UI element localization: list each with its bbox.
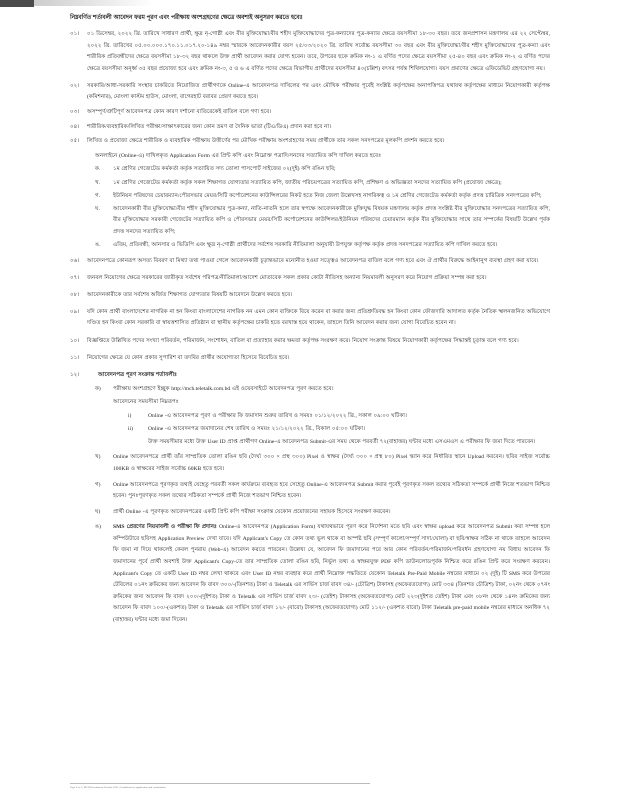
clause-number: ০৭। — [70, 274, 80, 281]
clause-05 — [70, 136, 550, 148]
subitem-text: আবেদনকারী বীর মুক্তিযোদ্ধা/বীর শহীদ মুক্তিযোদ্ধার পুত্র-কন্যা, নাতি-নাতনি হলে তার স্বপক্ষে আবেদনকারীকে মুক্তিযুদ্ধ বিষয়ক মন্ত্রণালয় কর্তৃক প্রদত্ত সংশ্লিষ্ট বীর মুক্তিযোদ্ধার সনদপত্রের সত্যায়িত কপি, বীর মুক্তিযোদ্ধার সরকারী গেজেটের সত্যায়িত কপি ও পৌরসভার মেয়র/সিটি কর্পোরেশনের কাউন্সিলর/ইউনিয়ন পরিষদের চেয়ারম্যান কর্তৃক বীর মুক্তিযোদ্ধার সাথে তার সম্পর্কের বিষয়টি উল্লেখ পূর্বক প্রদত্ত সনদের সত্যায়িত কপি; — [113, 205, 550, 235]
subitem-text: ১ম শ্রেণির গেজেটেড কর্মকর্তা কর্তৃক সকল শিক্ষাগত যোগ্যতার সত্যায়িত কপি, জাতীয় পরিচয়পত্রের সত্যায়িত কপি, প্রশিক্ষণ ও অভিজ্ঞতা সনদের সত্যায়িত কপি (প্রযোজ্য ক্ষেত্রে); — [113, 179, 502, 186]
clause-05-subitem-uo — [70, 240, 550, 252]
clause-text: শারীরিক/ব্যবহারিক/লিখিত পরীক্ষা/সাক্ষাৎকারের জন্য কোন ভ্রমণ বা দৈনিক ভাতা (টিএ/ডিএ) প্রদান করা হবে না। — [87, 123, 331, 130]
subitem-marker: ক) — [95, 386, 101, 393]
section-number: ১২। — [70, 371, 80, 378]
subitem-text: পরীক্ষায় অংশগ্রহণে ইচ্ছুক http://mch.teletalk.com.bd এই ওয়েবসাইটে আবেদনপত্র পূরণ করতে হবে। — [113, 386, 334, 393]
roman-marker: i) — [128, 412, 132, 419]
sms-rules-heading: SMS প্রেরণের নিয়মাবলী ও পরীক্ষা ফি প্রদানঃ — [113, 524, 217, 531]
clause-11 — [70, 353, 550, 365]
section-12-item-ka — [70, 384, 550, 396]
clause-text: আবেদনপত্রে কোনরূপ অসত্য বিবরণ বা মিথ্যা তথ্য পাওয়া গেলে আবেদনকারী চূড়ান্তভাবে মনোনীত হওয়া সত্ত্বেও আবেদনপত্র বাতিল বলে গণ্য হবে এবং ঐ প্রার্থীর বিরুদ্ধে আইনানুগ ব্যবস্থা গ্রহণ করা যাবে। — [87, 257, 539, 264]
deadline-item-start — [70, 411, 550, 423]
clause-number: ০৫। — [70, 138, 80, 145]
subitem-text: ইউনিয়ন পরিষদের চেয়ারম্যান/পৌরসভার মেয়র/সিটি কর্পোরেশনের কাউন্সিলরের নিকট হতে নিজ জেলা উল্লেখসহ নাগরিকত্ব ও ১ম শ্রেণির গেজেটেড কর্মকর্তা কর্তৃক প্রদত্ত চারিত্রিক সনদপত্রের কপি; — [113, 192, 542, 199]
clause-05-subitem-gha — [70, 204, 550, 239]
clause-text: অসম্পূর্ণ/ত্রুটিপূর্ণ আবেদনপত্র কোন কারণ দর্শানো ব্যতিরেকেই বাতিল বলে গণ্য হবে। — [87, 109, 272, 116]
clause-number: ০৯। — [70, 308, 80, 315]
subitem-marker: গ) — [95, 481, 101, 488]
clause-number: ১১। — [70, 354, 80, 361]
subitem-marker: ঘ) — [95, 508, 101, 515]
subitem-text: ১ম শ্রেণির গেজেটেড কর্মকর্তা কর্তৃক সত্যায়িত সদ্য তোলা পাসপোর্ট সাইজের ০২(দুই) কপি রঙিন ছবি; — [113, 166, 336, 173]
subitem-marker: ঙ) — [95, 524, 101, 531]
document-content — [70, 12, 550, 628]
section-title: আবেদনপত্র পূরণ সংক্রান্ত শর্তাবলীঃ — [98, 371, 178, 378]
clause-text: বিজ্ঞপ্তিতে উল্লিখিত পদের সংখ্যা পরিবর্তন, পরিমার্জন, সংশোধন, বাতিল বা প্রত্যাহার করার ক্ষমতা কর্তৃপক্ষ সংরক্ষণ করে। নিয়োগ সংক্রান্ত বিষয়ে নিয়োগকারী কর্তৃপক্ষের সিদ্ধান্তই চূড়ান্ত বলে গণ্য হবে। — [87, 337, 519, 344]
page-footer — [70, 783, 410, 790]
subitem-text: Online আবেদনপত্রে পূরণকৃত তথ্যই যেহেতু পরবর্তী সকল কার্যক্রমে ব্যবহৃত হবে সেহেতু Online-এ আবেদনপত্র Submit করার পূর্বেই পূরণকৃত সকল তথ্যের সঠিকতা সম্পর্কে প্রার্থী নিজে শতভাগ নিশ্চিত হবেন। পুনঃপূরণকৃত সকল তথ্যের সঠিকতা সম্পর্কে প্রার্থী নিজে শতভাগ নিশ্চিত হবেন। — [113, 481, 550, 500]
section-12-header — [70, 370, 550, 382]
clause-text: নিয়োগের ক্ষেত্রে যে কোন প্রকার সুপারিশ বা তদবির প্রার্থীর অযোগ্যতা হিসেবে বিবেচিত হবে। — [87, 354, 290, 361]
end-date-text: Online -এ আবেদনপত্র জমাদানের শেষ তারিখ ও সময়ঃ ২১/১২/২০২২ খ্রি., বিকাল ০৫:০০ ঘটিকা। — [148, 425, 366, 432]
clause-03 — [70, 107, 550, 119]
application-deadline-lead-in: আবেদনের সময়সীমা নিম্নরূপঃ — [113, 399, 179, 406]
clause-04 — [70, 122, 550, 134]
scan-fade-artifact — [34, 0, 154, 6]
sms-rules-block — [113, 522, 550, 626]
clause-10 — [70, 336, 550, 348]
sms-rules-text: Online-এ আবেদনপত্র (Application Form) যথাযথভাবে পূরণ করে নির্দেশনা মতে ছবি এবং স্বাক্ষর upload করে আবেদনপত্র Submit করা সম্পন্ন হলে কম্পিউটারে ছবিসহ Application Preview দেখা যাবে। যদি Applicant's Copy তে কোন তথ্য ভুল থাকে বা অস্পষ্ট ছবি (সম্পূর্ণ কালো/সম্পূর্ণ সাদা/ঘোলা) বা ছবি/স্বাক্ষর সঠিক না থাকে তাহলে আবেদন ফি জমা না দিয়ে থাকলেই কেবল পুনরায় (Web-এ) আবেদন করতে পারবেন। উল্লেখ্য যে, আবেদন ফি জমাদানের পরে আর কোন পরিবর্তন/পরিমার্জন/পরিবর্ধন গ্রহণযোগ্য নয় বিধায় আবেদন ফি জমাদানের পূর্বে প্রার্থী অবশ্যই উক্ত Applicant's Copy-তে তার সাম্প্রতিক তোলা রঙিন ছবি, নির্ভুল তথ্য ও স্বাক্ষরযুক্ত PDF কপি ডাউনলোডপূর্বক নিশ্চিত করে রঙিন প্রিন্ট করে সংরক্ষণ করবেন। Applicant's Copy তে একটি User ID নম্বর লেখা থাকবে এবং User ID নম্বর ব্যবহার করে প্রার্থী নিম্নোক্ত পদ্ধতিতে যেকোন Teletalk Pre-Paid Mobile নম্বরের মাধ্যমে ০২ (দুই) টি SMS করে উপরের টেবিলের ০১নং ক্রমিকের জন্য আবেদন ফি বাবদ ৩০০/-(তিনশত) টাকা ও Teletalk এর সার্ভিস চার্জ বাবদ ৩৪/- (চৌত্রিশ) টাকাসহ (অফেরতযোগ্য) মোট ৩৩৪ (তিনশত চৌত্রিশ) টাকা, ০২নং থেকে ০৭নং ক্রমিকের জন্য আবেদন ফি বাবদ ২০০/-(দুইশত) টাকা ও Teletalk এর সার্ভিস চার্জ বাবদ ২৩/- (তেইশ) টাকাসহ (অফেরতযোগ্য) মোট ২২৩(দুইশত তেইশ) টাকা এবং ০৮নং থেকে ১৪নং ক্রমিকের জন্য আবেদন ফি বাবদ ১০০/-(একশত) টাকা ও Teletalk এর সার্ভিস চার্জ বাবদ ১২/- (বারো) টাকাসহ (অফেরতযোগ্য) মোট ১১২/- (একশত বারো) টাকা Teletalk pre-paid mobile নম্বরের মাধ্যমে অনধিক ৭২ (বাহাত্তর) ঘন্টার মধ্যে জমা দিবেন। — [113, 524, 550, 624]
subitem-marker: ঘ. — [95, 205, 100, 212]
subitem-marker: গ. — [95, 192, 101, 199]
clause-text: আবেদনকারীকে তার সর্বশেষ অর্জিত শিক্ষাগত যোগ্যতার বিষয়টি আবেদনে উল্লেখ করতে হবে। — [87, 291, 293, 298]
clause-text: ০১ ডিসেম্বর, ২০২২ খ্রি. তারিখে সাধারণ প্রার্থী, ক্ষুদ্র নৃ-গোষ্ঠী এবং বীর মুক্তিযোদ্ধা/বীর শহীদ মুক্তিযোদ্ধাদের পুত্র-কন্যাদের পুত্র-কন্যার ক্ষেত্রে বয়সসীমা ১৮-৩০ বছর। তবে জনপ্রশাসন মন্ত্রণালয় এর ২২ সেপ্টেম্বর, ২০২২ খ্রি. তারিখের ০৫.০০.০০০.১৭০.১১.০১৭.২০-১৪৯ নম্বর স্মারকে আবেদনকারীর বয়স ২৫/০৩/২০২০ খ্রি. তারিখ সর্বোচ্চ বয়সসীমা ৩০ বছর এবং বীর মুক্তিযোদ্ধা/বীর শহীদ মুক্তিযোদ্ধাদের পুত্র-কন্যা এবং শারীরিক প্রতিবন্ধীদের ক্ষেত্রে বয়সসীমা ১৮-৩২ বছর থাকলে উক্ত প্রার্থী আবেদন করার যোগ্য হবেন। তবে, উপরের ছকে ক্রমিক নং-১ এ বর্ণিত পদের ক্ষেত্রে বয়সসীমা ২৫-৪০ বছর এবং ক্রমিক নং-২ এ বর্ণিত পদের ক্ষেত্রে বয়সসীমা অনূর্ধ্ব ৩৫ বছর প্রযোজ্য হবে এবং ক্রমিক নং-৩, ৫ ও ৬ এ বর্ণিত পদের ক্ষেত্রে বিভাগীয় প্রার্থীদের বয়সসীমা ৪০(চল্লিশ) বৎসর পর্যন্ত শিথিলযোগ্য। বয়স প্রমাণের ক্ষেত্রে এফিডেভিট গ্রহণযোগ্য নয়। — [87, 31, 550, 72]
page-title: নিম্নবর্ণিত শর্তাবলী আবেদন ফরম পূরণ এবং পরীক্ষায় অংশগ্রহণের ক্ষেত্রে অবশ্যই অনুসরণ করতে হবেঃ — [70, 15, 303, 21]
subitem-text: এতিম, প্রতিবন্ধী, আনসার ও ভিডিপি এবং ক্ষুদ্র নৃ-গোষ্ঠী প্রার্থীদের সর্বশেষ সরকারি নীতিমালা অনুযায়ী উপযুক্ত কর্তৃপক্ষ কর্তৃক প্রদত্ত সনদপত্রের সত্যায়িত কপি দাখিল করতে হবে। — [113, 242, 498, 248]
clause-text: যদি কোন প্রার্থী বাংলাদেশের নাগরিক না হন কিংবা বাংলাদেশের নাগরিক নন এমন কোন ব্যক্তিকে বিয়ে করেন বা করার জন্য প্রতিশ্রুতিবদ্ধ হন কিংবা কোন ফৌজদারি আদালত কর্তৃক নৈতিক স্খলনজনিত অভিযোগে দণ্ডিত হন কিংবা কোন সরকারি বা স্বায়ত্তশাসিত প্রতিষ্ঠান বা স্থানীয় কর্তৃপক্ষের চাকরি হতে বরখাস্ত হয়ে থাকেন, তাহলে তিনি আবেদন করার জন্য যোগ্য বিবেচিত হবেন না। — [87, 308, 550, 327]
clause-08 — [70, 290, 550, 302]
subitem-marker: খ) — [95, 454, 101, 461]
photo-signature-spec-text: Online আবেদনপত্রে প্রার্থী তাঁর সাম্প্রতিক তোলা রঙিন ছবি (দৈর্ঘ্য ৩০০ × প্রস্থ ৩০০) Pixel ও স্বাক্ষর (দৈর্ঘ্য ৩০০ × প্রস্থ ৮০) Pixel স্ক্যান করে নির্ধারিত স্থানে Upload করবেন। ছবির সাইজ সর্বোচ্চ 100KB ও স্বাক্ষরের সাইজ সর্বোচ্চ 60KB হতে হবে। — [113, 454, 550, 472]
subitem-marker: খ. — [95, 179, 101, 186]
clause-02 — [70, 81, 550, 104]
clause-05-subitem-kha — [70, 178, 550, 190]
footer-note: Page 2 of 3 | MCH Recruitment Circular 2022 | Conditions for application and examination — [70, 786, 166, 789]
clause-01 — [70, 29, 550, 75]
subitem-marker: ঙ. — [95, 242, 101, 248]
clause-number: ০৩। — [70, 109, 80, 116]
section-12-item-ga — [70, 480, 550, 503]
clause-05-intro: অনলাইনে (Online-এ) দাখিলকৃত Application Form এর প্রিন্ট কপি এবং নিম্নোক্ত পত্রাদি/সনদের সত্যায়িত কপি দাখিল করতে হবেঃ — [95, 152, 382, 159]
clause-number: ০১। — [70, 31, 80, 37]
section-12-item-gha — [70, 507, 550, 519]
deadline-item-end — [70, 424, 550, 436]
clause-07 — [70, 273, 550, 285]
clause-05-subitem-ka — [70, 164, 550, 176]
scan-artifact — [0, 0, 34, 7]
clause-number: ০৪। — [70, 123, 80, 130]
clause-number: ০৬। — [70, 257, 80, 264]
clause-text: সরকারি/আধা-সরকারি সংস্থার চাকরিতে নিয়োজিত প্রার্থীগণকে Online-এ আবেদনপত্র দাখিলের পর এবং মৌখিক পরীক্ষার পূর্বেই সংশ্লিষ্ট কর্তৃপক্ষের অনাপত্তিপত্র যথাযথ কর্তৃপক্ষের মাধ্যমে নিয়োগকারী কর্তৃপক্ষ (কমিশনার), মোংলা কাস্টম হাউস, মোংলা, বাগেরহাট বরাবর প্রেরণ করতে হবে। — [87, 82, 550, 101]
clause-05-subitem-ga — [70, 191, 550, 203]
clause-text: লিখিত ও প্রযোজ্য ক্ষেত্রে শারীরিক ও ব্যবহারিক পরীক্ষায় উত্তীর্ণের পর মৌখিক পরীক্ষায় অংশগ্রহণের সময় প্রার্থীকে তার সকল সনদপত্রের মূলকপি প্রদর্শন করতে হবে। — [87, 138, 445, 145]
clause-number: ০৮। — [70, 291, 80, 298]
subitem-text: প্রার্থী Online -এ পূরণকৃত আবেদনপত্রের একটি প্রিন্ট কপি পরীক্ষা সংক্রান্ত যেকোন প্রয়োজনের সহায়ক হিসেবে সংরক্ষণ করবেন। — [113, 508, 391, 515]
start-date-text: Online -এ আবেদনপত্র পূরণ ও পরীক্ষার ফি জমাদান শুরুর তারিখ ও সময়ঃ ০১/১২/২০২২ খ্রি., সকাল ০৯:০০ ঘটিকা। — [148, 412, 407, 419]
section-12-item-kha — [70, 452, 550, 475]
clause-text: জনবল নিয়োগের ক্ষেত্রে সরকারের জারীকৃত সর্বশেষ পরিপত্র/নীতিমালা/আদেশ মোতাবেক সকল প্রকার কোটা নীতিসহ অন্যান্য নিয়মাবলী অনুসরণ করে নিয়োগ প্রক্রিয়া সম্পন্ন করা হবে। — [87, 274, 487, 281]
subitem-marker: ক. — [95, 166, 101, 173]
clause-number: ১০। — [70, 337, 80, 344]
clause-number: ০২। — [70, 82, 80, 89]
sms-fee-window-note: উক্ত সময়সীমার মধ্যে উক্ত User ID প্রাপ্ত প্রার্থীগণ Online-এ আবেদনপত্র Submit-এর সময় থেকে পরবর্তী ৭২(বাহাত্তর) ঘন্টার মধ্যে এসএমএস এ পরীক্ষার ফি জমা দিতে পারবেন। — [148, 438, 536, 445]
clause-06 — [70, 256, 550, 268]
section-12-item-uo-sms-rules — [70, 522, 550, 626]
footer-divider — [70, 783, 370, 784]
clause-09 — [70, 307, 550, 330]
roman-marker: ii) — [128, 425, 133, 432]
